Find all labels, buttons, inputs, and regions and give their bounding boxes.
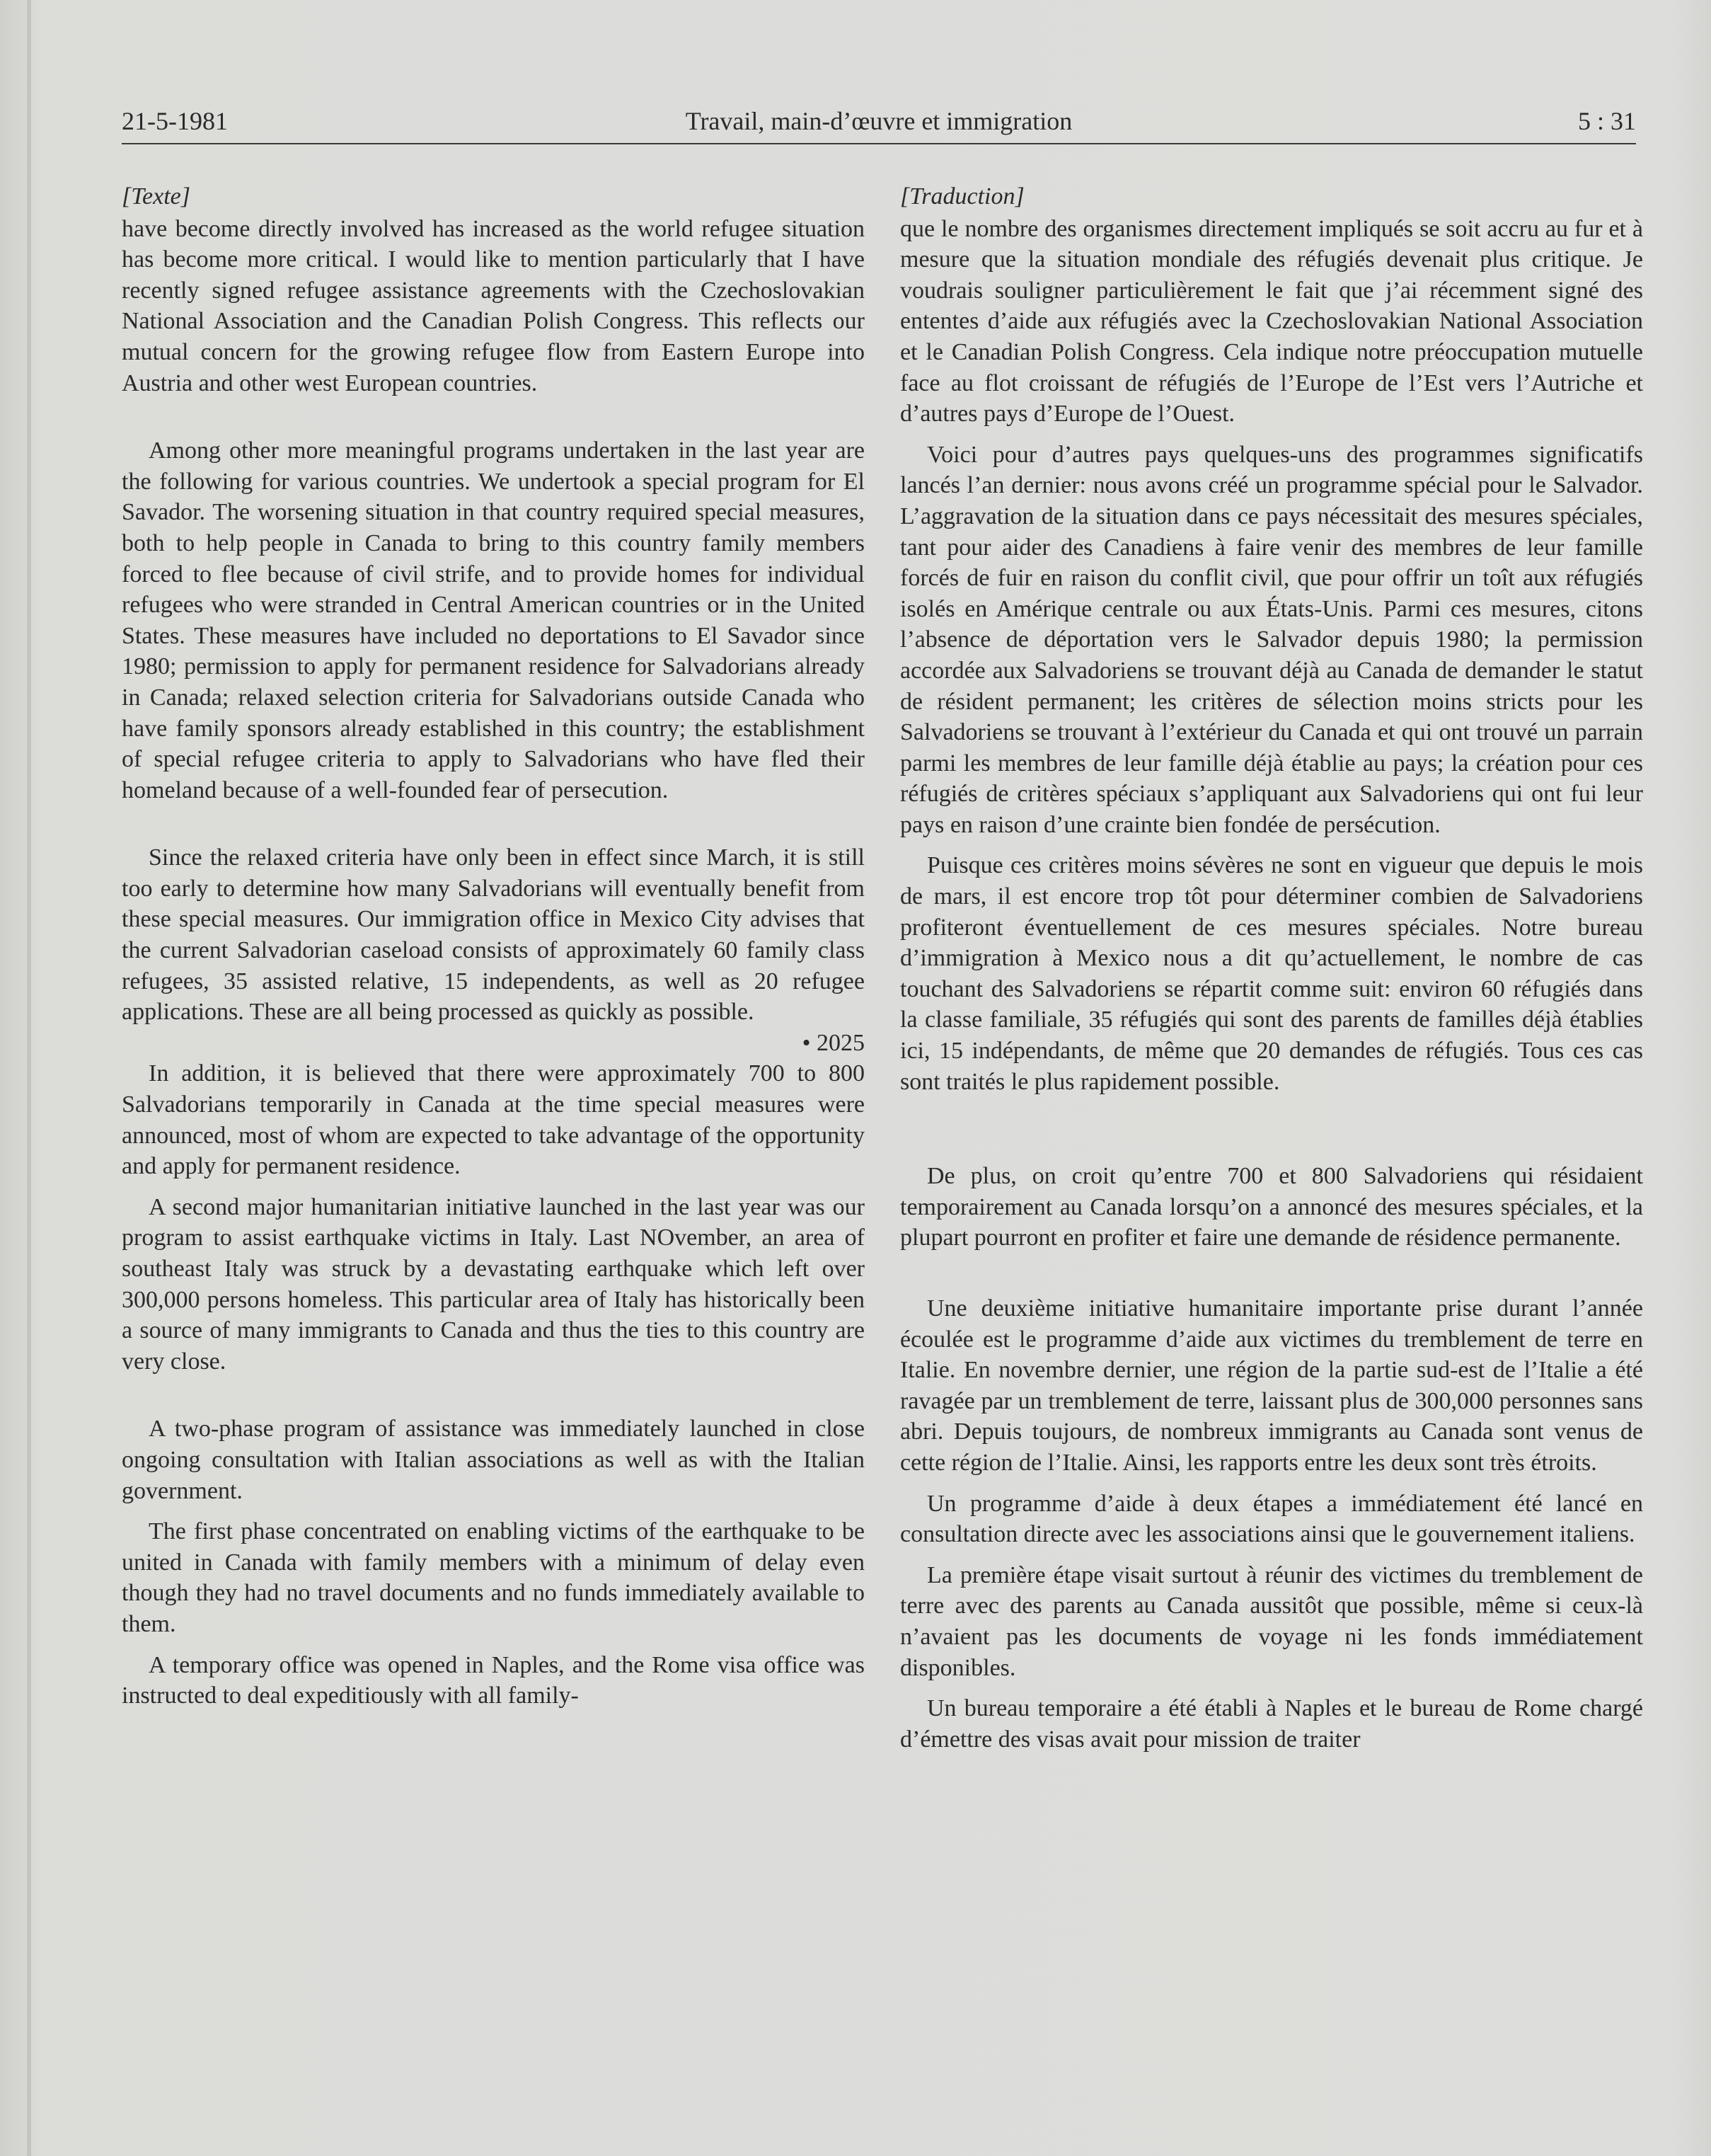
paragraph: Un bureau temporaire a été établi à Naples et le bureau de Rome chargé d’émettre des visas avait pour mission de traiter bbox=[900, 1695, 1643, 1753]
paragraph: Voici pour d’autres pays quelques-uns des programmes significatifs lancés l’an dernier: nous avons créé un programme spécial pour le Salvador. L’aggravation de la situation dans ce pays nécessitait des mesures spéciales, tant pour aider des Canadiens à faire venir des membres de leur famille forcés de fuir en raison du conflit civil, que pour offrir un toît aux réfugiés isolés en Amérique centrale ou aux États-Unis. Parmi ces mesures, citons l’absence de déportation vers le Salvador depuis 1980; la permission accordée aux Salvadoriens se trouvant déjà au Canada de demander le statut de résident permanent; les critères de sélection moins stricts pour les Salvadoriens se trouvant à l’extérieur du Canada et qui ont trouvé un parrain parmi les membres de leur famille déjà établie au pays; la création pour ces réfugiés de critères spéciaux s’appliquant aux Salvadoriens qui ont fui leur pays en raison d’une crainte bien fondée de persécution. bbox=[900, 441, 1643, 838]
paragraph: Puisque ces critères moins sévères ne sont en vigueur que depuis le mois de mars, il est encore trop tôt pour déterminer combien de Salvadoriens profiteront éventuellement de ces mesures spéciales. Notre bureau d’immigration à Mexico nous a dit qu’actuellement, le nombre de cas touchant des Salvadoriens se répartit comme suit: environ 60 réfugiés dans la classe familiale, 35 réfugiés qui sont des parents de familles déjà établies ici, 15 indépendants, de même que 20 demandes de réfugiés. Tous ces cas sont traités le plus rapidement possible. bbox=[900, 852, 1643, 1095]
paragraph: have become directly involved has increased as the world refugee situation has become more critical. I would like to mention particularly that I have recently signed refugee assistance agreements with the Czechoslovakian National Association and the Canadian Polish Congress. This reflects our mutual concern for the growing refugee flow from Eastern Europe into Austria and other west European countries. bbox=[122, 215, 865, 396]
paragraph: Une deuxième initiative humanitaire importante prise durant l’année écoulée est le programme d’aide aux victimes du tremblement de terre en Italie. En novembre dernier, une région de la partie sud-est de l’Italie a été ravagée par un tremblement de terre, laissant plus de 300,000 personnes sans abri. Depuis toujours, de nombreux immigrants au Canada sont venus de cette région de l’Italie. Ainsi, les rapports entre les deux sont très étroits. bbox=[900, 1295, 1643, 1476]
time-marker: • 2025 bbox=[802, 1029, 865, 1056]
right-column-label: [Traduction] bbox=[900, 183, 1025, 210]
paragraph: In addition, it is believed that there were approximately 700 to 800 Salvadorians temporarily in Canada at the time special measures were announced, most of whom are expected to take advantage of the opportunity and apply for permanent residence. bbox=[122, 1060, 865, 1180]
paragraph: que le nombre des organismes directement impliqués se soit accru au fur et à mesure que la situation mondiale des réfugiés devenait plus critique. Je voudrais souligner particulièrement le fait que j’ai récemment signé des ententes d’aide aux réfugiés avec la Czechoslovakian National Association et le Canadian Polish Congress. Cela indique notre préoccupation mutuelle face au flot croissant de réfugiés de l’Europe de l’Est vers l’Autriche et d’autres pays d’Europe de l’Ouest. bbox=[900, 215, 1643, 428]
paragraph: Un programme d’aide à deux étapes a immédiatement été lancé en consultation directe avec les associations ainsi que le gouvernement italiens. bbox=[900, 1490, 1643, 1548]
paragraph: The first phase concentrated on enabling victims of the earthquake to be united in Canada with family members with a minimum of delay even though they had no travel documents and no funds immediately available to them. bbox=[122, 1518, 865, 1637]
paragraph: A second major humanitarian initiative launched in the last year was our program to assist earthquake victims in Italy. Last NOvember, an area of southeast Italy was struck by a devastating earthquake which left over 300,000 persons homeless. This particular area of Italy has historically been a source of many immigrants to Canada and thus the ties to this country are very close. bbox=[122, 1193, 865, 1375]
header-date: 21-5-1981 bbox=[122, 107, 228, 135]
left-column-label: [Texte] bbox=[122, 183, 190, 210]
header-title: Travail, main-d’œuvre et immigration bbox=[685, 107, 1073, 135]
paragraph: De plus, on croit qu’entre 700 et 800 Salvadoriens qui résidaient temporairement au Canada lorsqu’on a annoncé des mesures spéciales, et la plupart pourront en profiter et faire une demande de résidence permanente. bbox=[900, 1163, 1643, 1251]
label-text: Traduction bbox=[909, 183, 1015, 210]
page-spine bbox=[27, 0, 31, 2156]
page-header bbox=[122, 103, 1636, 144]
paragraph: Since the relaxed criteria have only been in effect since March, it is still too early to determine how many Salvadorians will eventually benefit from these special measures. Our immigration office in Mexico City advises that the current Salvadorian caseload consists of approximately 60 family class refugees, 35 assisted relative, 15 independents, as well as 20 refugee applications. These are all being processed as quickly as possible. bbox=[122, 844, 865, 1026]
paragraph: A temporary office was opened in Naples, and the Rome visa office was instructed to deal expeditiously with all family- bbox=[122, 1651, 865, 1709]
left-column-english bbox=[122, 181, 865, 1711]
header-page-number: 5 : 31 bbox=[1577, 107, 1636, 135]
paragraph: La première étape visait surtout à réunir des victimes du tremblement de terre avec des parents au Canada aussitôt que possible, même si ceux-là n’avaient pas les documents de voyage ni les fonds immédiatement disponibles. bbox=[900, 1561, 1643, 1681]
right-column-french bbox=[900, 181, 1643, 1755]
paragraph: A two-phase program of assistance was immediately launched in close ongoing consultation with Italian associations as well as with the Italian government. bbox=[122, 1416, 865, 1504]
label-text: Texte bbox=[131, 183, 181, 210]
paragraph: Among other more meaningful programs undertaken in the last year are the following for various countries. We undertook a special program for El Savador. The worsening situation in that country required special measures, both to help people in Canada to bring to this country family members forced to flee because of civil strife, and to provide homes for individual refugees who were stranded in Central American countries or in the United States. These measures have included no deportations to El Savador since 1980; permission to apply for permanent residence for Salvadorians already in Canada; relaxed selection criteria for Salvadorians outside Canada who have family sponsors already established in this country; the establishment of special refugee criteria to apply to Salvadorians who have fled their homeland because of a well-founded fear of persecution. bbox=[122, 437, 865, 803]
